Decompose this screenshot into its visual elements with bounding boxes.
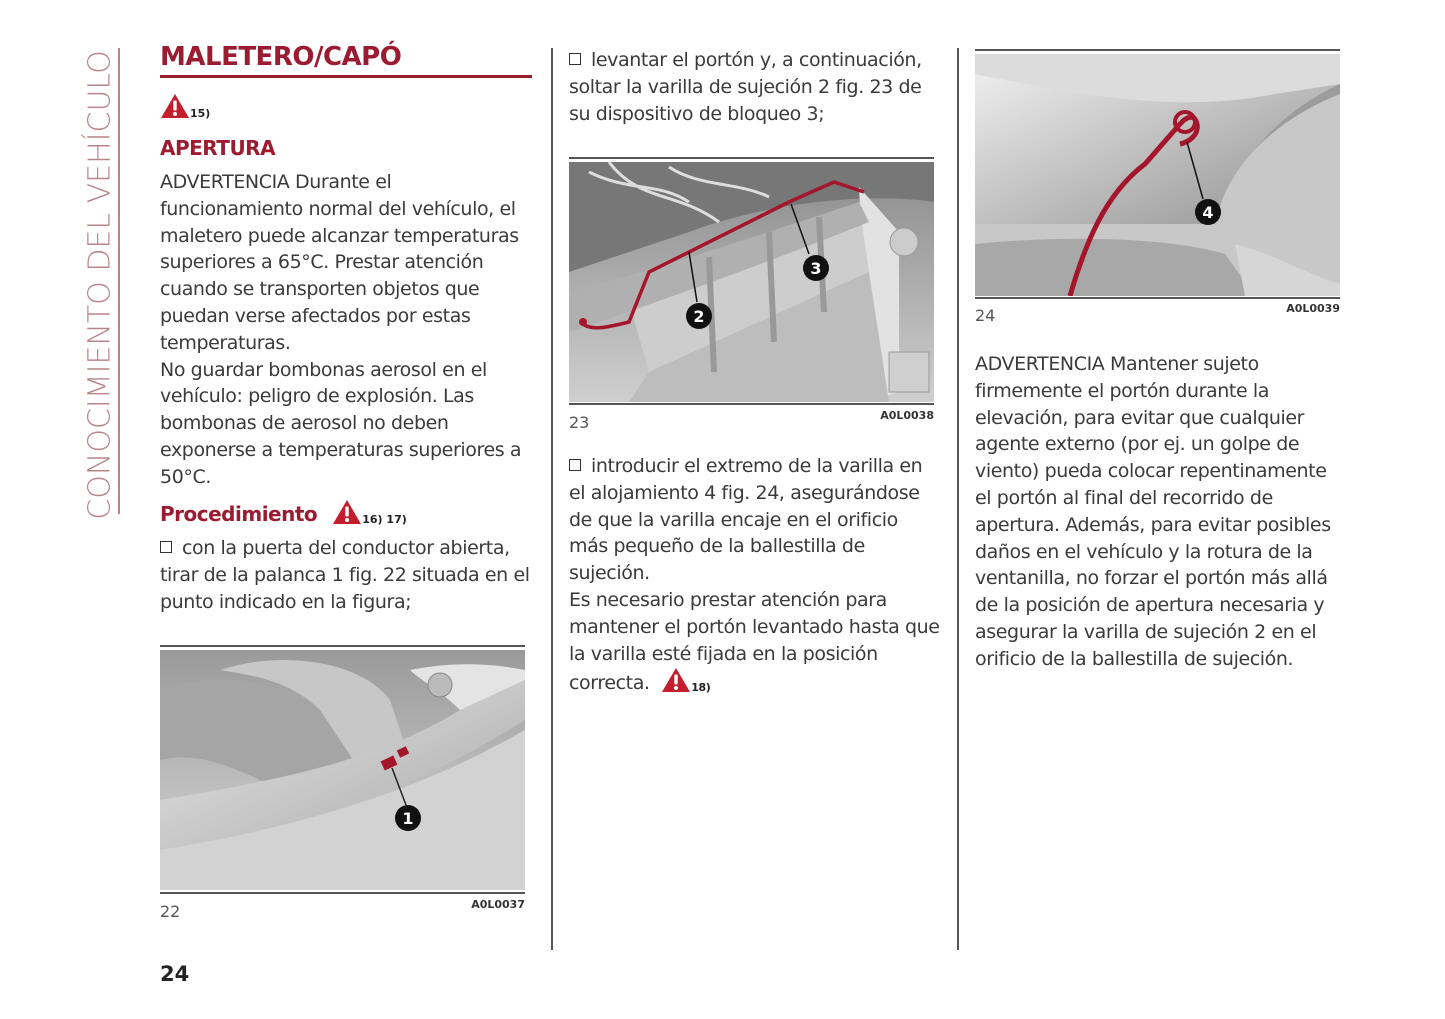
checkbox-bullet-icon: [569, 53, 581, 65]
checkbox-bullet-icon: [569, 459, 581, 471]
section-title-text: CONOCIMIENTO DEL VEHÍCULO: [82, 50, 118, 520]
sidebar-divider: [118, 48, 120, 514]
figure-22-code: A0L0037: [471, 898, 525, 911]
procedure-heading: Procedimiento: [160, 502, 318, 526]
figure-23-callout-2: 2: [693, 307, 705, 326]
procedure-step-1: [160, 535, 532, 615]
figure-24-number: 24: [975, 306, 996, 325]
figure-23-bottom-rule: [569, 403, 934, 405]
procedure-heading-row: [160, 499, 407, 526]
step-3-text: introducir el extremo de la varilla en el alojamiento 4 fig. 24, asegurándose de que la varilla encaje en el orificio más pequeño de la ballestilla de sujeción.: [569, 455, 923, 585]
figure-22-callout: 1: [402, 809, 414, 828]
figure-24-callout: 4: [1202, 203, 1214, 222]
figure-22-top-rule: [160, 645, 525, 647]
column-divider-2: [957, 48, 959, 950]
procedure-references: 16) 17): [362, 513, 407, 526]
figure-24-top-rule: [975, 49, 1340, 51]
figure-24-image: [975, 54, 1340, 296]
heading-underline: [160, 75, 532, 78]
figure-23-callout-3: 3: [810, 259, 822, 278]
column-divider-1: [551, 48, 553, 950]
checkbox-bullet-icon: [160, 541, 172, 553]
figure-23-top-rule: [569, 157, 934, 159]
warning-block-1: [160, 169, 532, 491]
figure-23-number: 23: [569, 413, 590, 432]
warning-triangle-icon: [332, 499, 362, 525]
procedure-step-3: [569, 453, 941, 702]
warning-text-aerosol: No guardar bombonas aerosol en el vehículo: peligro de explosión. Las bombonas de aerosol no deben exponerse a temperaturas superiores a 50°C.: [160, 358, 522, 488]
figure-23-code: A0L0038: [880, 409, 934, 422]
note-reference: 18): [691, 681, 711, 695]
figure-22-number: 22: [160, 902, 181, 921]
page-number: 24: [160, 962, 190, 986]
page-heading: MALETERO/CAPÓ: [160, 42, 402, 72]
warning-triangle-icon: [661, 667, 691, 693]
heading-warning: [160, 93, 210, 120]
subheading-apertura: APERTURA: [160, 136, 276, 160]
section-sidebar-title: [80, 50, 120, 520]
warning-block-2: [975, 351, 1347, 673]
figure-22-bottom-rule: [160, 892, 525, 894]
figure-22-image: [160, 650, 525, 890]
figure-23-image: [569, 162, 934, 402]
figure-24-code: A0L0039: [1286, 302, 1340, 315]
step-3-note: Es necesario prestar atención para mantener el portón levantado hasta que la varilla esté fijada en la posición correcta.: [569, 588, 940, 695]
procedure-step-2: [569, 47, 939, 127]
warning-reference: 15): [190, 107, 211, 120]
figure-24-bottom-rule: [975, 297, 1340, 299]
warning-triangle-icon: [160, 93, 190, 119]
step-1-text: con la puerta del conductor abierta, tirar de la palanca 1 fig. 22 situada en el punto indicado en la figura;: [160, 537, 530, 613]
warning-text-temperature: ADVERTENCIA Durante el funcionamiento normal del vehículo, el maletero puede alcanzar temperaturas superiores a 65°C. Prestar atención cuando se transporten objetos que puedan verse afectados por estas temperaturas.: [160, 171, 519, 354]
step-2-text: levantar el portón y, a continuación, soltar la varilla de sujeción 2 fig. 23 de su dispositivo de bloqueo 3;: [569, 49, 922, 125]
warning-text-tailgate: ADVERTENCIA Mantener sujeto firmemente el portón durante la elevación, para evitar que cualquier agente externo (por ej. un golpe de viento) pueda colocar repentinamente el portón al final del recorrido de apertura. Además, para evitar posibles daños en el vehículo y la rotura de la ventanilla, no forzar el portón más allá de la posición de apertura necesaria y asegurar la varilla de sujeción 2 en el orificio de la ballestilla de sujeción.: [975, 353, 1331, 670]
